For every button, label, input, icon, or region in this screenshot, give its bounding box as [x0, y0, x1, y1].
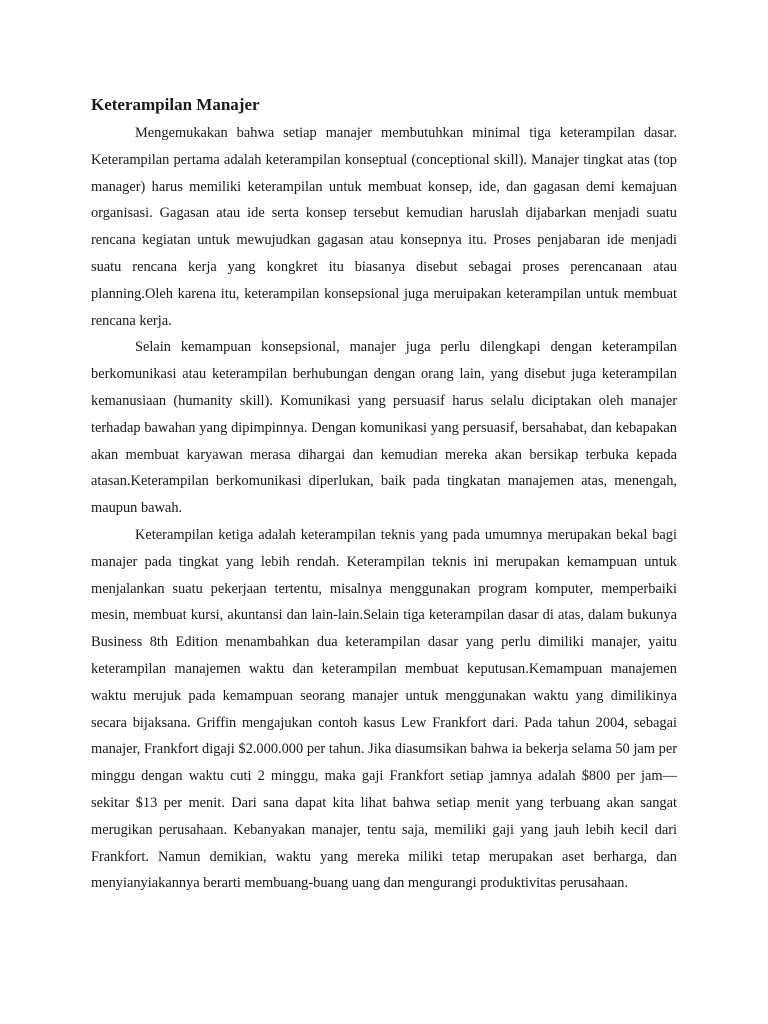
document-body: [91, 94, 677, 897]
paragraph-conceptual-skill: Mengemukakan bahwa setiap manajer membutuhkan minimal tiga keterampilan dasar. Keterampilan pertama adalah keterampilan konseptual (conceptional skill). Manajer tingkat atas (top manager) harus memiliki keterampilan untuk membuat konsep, ide, dan gagasan demi kemajuan organisasi. Gagasan atau ide serta konsep tersebut kemudian haruslah dijabarkan menjadi suatu rencana kegiatan untuk mewujudkan gagasan atau konsepnya itu. Proses penjabaran ide menjadi suatu rencana kerja yang kongkret itu biasanya disebut sebagai proses perencanaan atau planning.Oleh karena itu, keterampilan konsepsional juga meruipakan keterampilan untuk membuat rencana kerja.: [91, 125, 677, 329]
paragraph-humanity-skill: Selain kemampuan konsepsional, manajer juga perlu dilengkapi dengan keterampilan berkomunikasi atau keterampilan berhubungan dengan orang lain, yang disebut juga keterampilan kemanusiaan (humanity skill). Komunikasi yang persuasif harus selalu diciptakan oleh manajer terhadap bawahan yang dipimpinnya. Dengan komunikasi yang persuasif, bersahabat, dan kebapakan akan membuat karyawan merasa dihargai dan kemudian mereka akan bersikap terbuka kepada atasan.Keterampilan berkomunikasi diperlukan, baik pada tingkatan manajemen atas, menengah, maupun bawah.: [91, 339, 677, 517]
paragraph-technical-skill: Keterampilan ketiga adalah keterampilan teknis yang pada umumnya merupakan bekal bagi manajer pada tingkat yang lebih rendah. Keterampilan teknis ini merupakan kemampuan untuk menjalankan suatu pekerjaan tertentu, misalnya menggunakan program komputer, memperbaiki mesin, membuat kursi, akuntansi dan lain-lain.Selain tiga keterampilan dasar di atas, dalam bukunya Business 8th Edition menambahkan dua keterampilan dasar yang perlu dimiliki manajer, yaitu keterampilan manajemen waktu dan keterampilan membuat keputusan.Kemampuan manajemen waktu merujuk pada kemampuan seorang manajer untuk menggunakan waktu yang dimilikinya secara bijaksana. Griffin mengajukan contoh kasus Lew Frankfort dari. Pada tahun 2004, sebagai manajer, Frankfort digaji $2.000.000 per tahun. Jika diasumsikan bahwa ia bekerja selama 50 jam per minggu dengan waktu cuti 2 minggu, maka gaji Frankfort setiap jamnya adalah $800 per jam—sekitar $13 per menit. Dari sana dapat kita lihat bahwa setiap menit yang terbuang akan sangat merugikan perusahaan. Kebanyakan manajer, tentu saja, memiliki gaji yang jauh lebih kecil dari Frankfort. Namun demikian, waktu yang mereka miliki tetap merupakan aset berharga, dan menyianyiakannya berarti membuang-buang uang dan mengurangi produktivitas perusahaan.: [91, 526, 677, 892]
document-title: Keterampilan Manajer: [91, 95, 260, 114]
